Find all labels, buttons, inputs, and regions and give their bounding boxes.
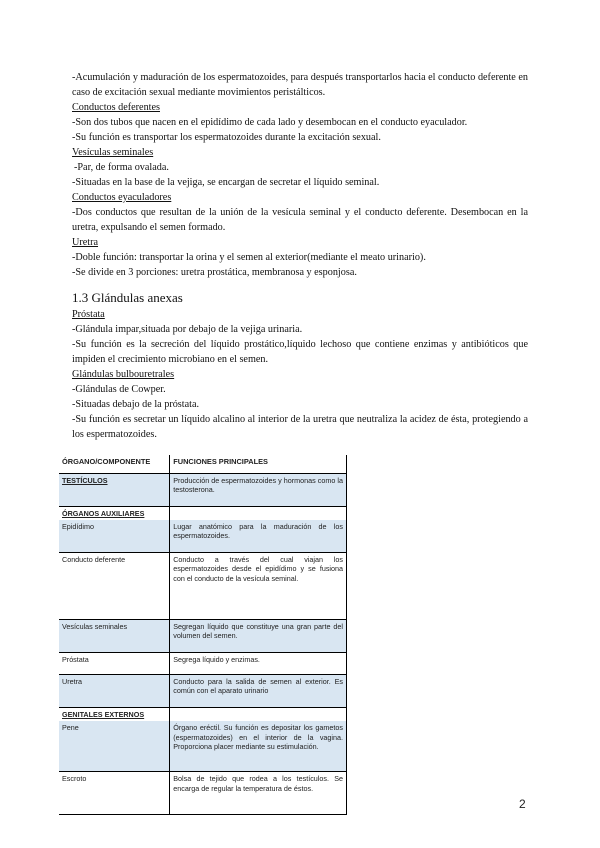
section-spacer bbox=[170, 708, 347, 722]
heading-uretra: Uretra bbox=[72, 237, 99, 248]
paragraph: -Situadas debajo de la próstata. bbox=[72, 399, 200, 410]
table-row bbox=[59, 553, 347, 620]
function-cell: Conducto para la salida de semen al exterior. Es común con el aparato urinario bbox=[170, 675, 347, 708]
organ-cell: Uretra bbox=[59, 675, 170, 708]
table-row bbox=[59, 474, 347, 507]
section-label: ÓRGANOS AUXILIARES bbox=[59, 507, 170, 521]
paragraph: -Su función es secretar un líquido alcalino al interior de la uretra que neutraliza la acidez de ésta, protegiendo a los espermatozoides. bbox=[72, 414, 528, 440]
paragraph: -Acumulación y maduración de los espermatozoides, para después transportarlos hacia el conducto deferente en caso de excitación sexual mediante movimientos peristálticos. bbox=[72, 72, 528, 98]
functions-table bbox=[59, 455, 347, 815]
body-text bbox=[72, 70, 528, 442]
table-row bbox=[59, 653, 347, 675]
organ-cell: TESTÍCULOS bbox=[59, 474, 170, 507]
table-row bbox=[59, 675, 347, 708]
paragraph: -Se divide en 3 porciones: uretra prostática, membranosa y esponjosa. bbox=[72, 267, 357, 278]
heading-vesiculas-seminales: Vesículas seminales bbox=[72, 147, 154, 158]
paragraph: -Par, de forma ovalada. bbox=[74, 162, 169, 173]
table-row bbox=[59, 520, 347, 553]
organ-cell: Pene bbox=[59, 721, 170, 772]
column-header: FUNCIONES PRINCIPALES bbox=[170, 455, 347, 474]
paragraph: -Dos conductos que resultan de la unión de la vesícula seminal y el conducto deferente. Desembocan en la uretra, expulsando el semen formado. bbox=[72, 207, 528, 233]
paragraph: -Son dos tubos que nacen en el epidídimo de cada lado y desembocan en el conducto eyaculador. bbox=[72, 117, 468, 128]
page-number: 2 bbox=[519, 797, 526, 811]
paragraph: -Doble función: transportar la orina y el semen al exterior(mediante el meato urinario). bbox=[72, 252, 426, 263]
function-cell: Órgano eréctil. Su función es depositar los gametos (espermatozoides) en el interior de la vagina. Proporciona placer mediante su estimulación. bbox=[170, 721, 347, 772]
organ-cell: Próstata bbox=[59, 653, 170, 675]
section-title: 1.3 Glándulas anexas bbox=[72, 290, 183, 305]
heading-prostata: Próstata bbox=[72, 309, 105, 320]
paragraph: -Situadas en la base de la vejiga, se encargan de secretar el líquido seminal. bbox=[72, 177, 380, 188]
heading-conductos-eyaculadores: Conductos eyaculadores bbox=[72, 192, 172, 203]
section-row bbox=[59, 708, 347, 722]
organ-cell: Escroto bbox=[59, 772, 170, 815]
function-cell: Lugar anatómico para la maduración de los espermatozoides. bbox=[170, 520, 347, 553]
table-row bbox=[59, 721, 347, 772]
function-cell: Bolsa de tejido que rodea a los testículos. Se encarga de regular la temperatura de éstos. bbox=[170, 772, 347, 815]
heading-glandulas-bulbouretrales: Glándulas bulbouretrales bbox=[72, 369, 175, 380]
function-cell: Segregan líquido que constituye una gran parte del volumen del semen. bbox=[170, 620, 347, 653]
paragraph: -Su función es la secreción del líquido prostático,líquido lechoso que contiene enzimas y antibióticos que impiden el crecimiento microbiano en el semen. bbox=[72, 339, 528, 365]
function-cell: Producción de espermatozoides y hormonas como la testosterona. bbox=[170, 474, 347, 507]
paragraph: -Glándula impar,situada por debajo de la vejiga urinaria. bbox=[72, 324, 303, 335]
section-row bbox=[59, 507, 347, 521]
function-cell: Segrega líquido y enzimas. bbox=[170, 653, 347, 675]
organ-cell: Conducto deferente bbox=[59, 553, 170, 620]
organ-cell: Epidídimo bbox=[59, 520, 170, 553]
section-spacer bbox=[170, 507, 347, 521]
table-row bbox=[59, 620, 347, 653]
paragraph: -Su función es transportar los espermatozoides durante la excitación sexual. bbox=[72, 132, 381, 143]
heading-conductos-deferentes: Conductos deferentes bbox=[72, 102, 160, 113]
function-cell: Conducto a través del cual viajan los espermatozoides desde el epidídimo y se fusiona con el conducto de la vesícula seminal. bbox=[170, 553, 347, 620]
section-label: GENITALES EXTERNOS bbox=[59, 708, 170, 722]
table-header-row bbox=[59, 455, 347, 474]
organ-cell: Vesículas seminales bbox=[59, 620, 170, 653]
column-header: ÓRGANO/COMPONENTE bbox=[59, 455, 170, 474]
paragraph: -Glándulas de Cowper. bbox=[72, 384, 166, 395]
table-row bbox=[59, 772, 347, 815]
